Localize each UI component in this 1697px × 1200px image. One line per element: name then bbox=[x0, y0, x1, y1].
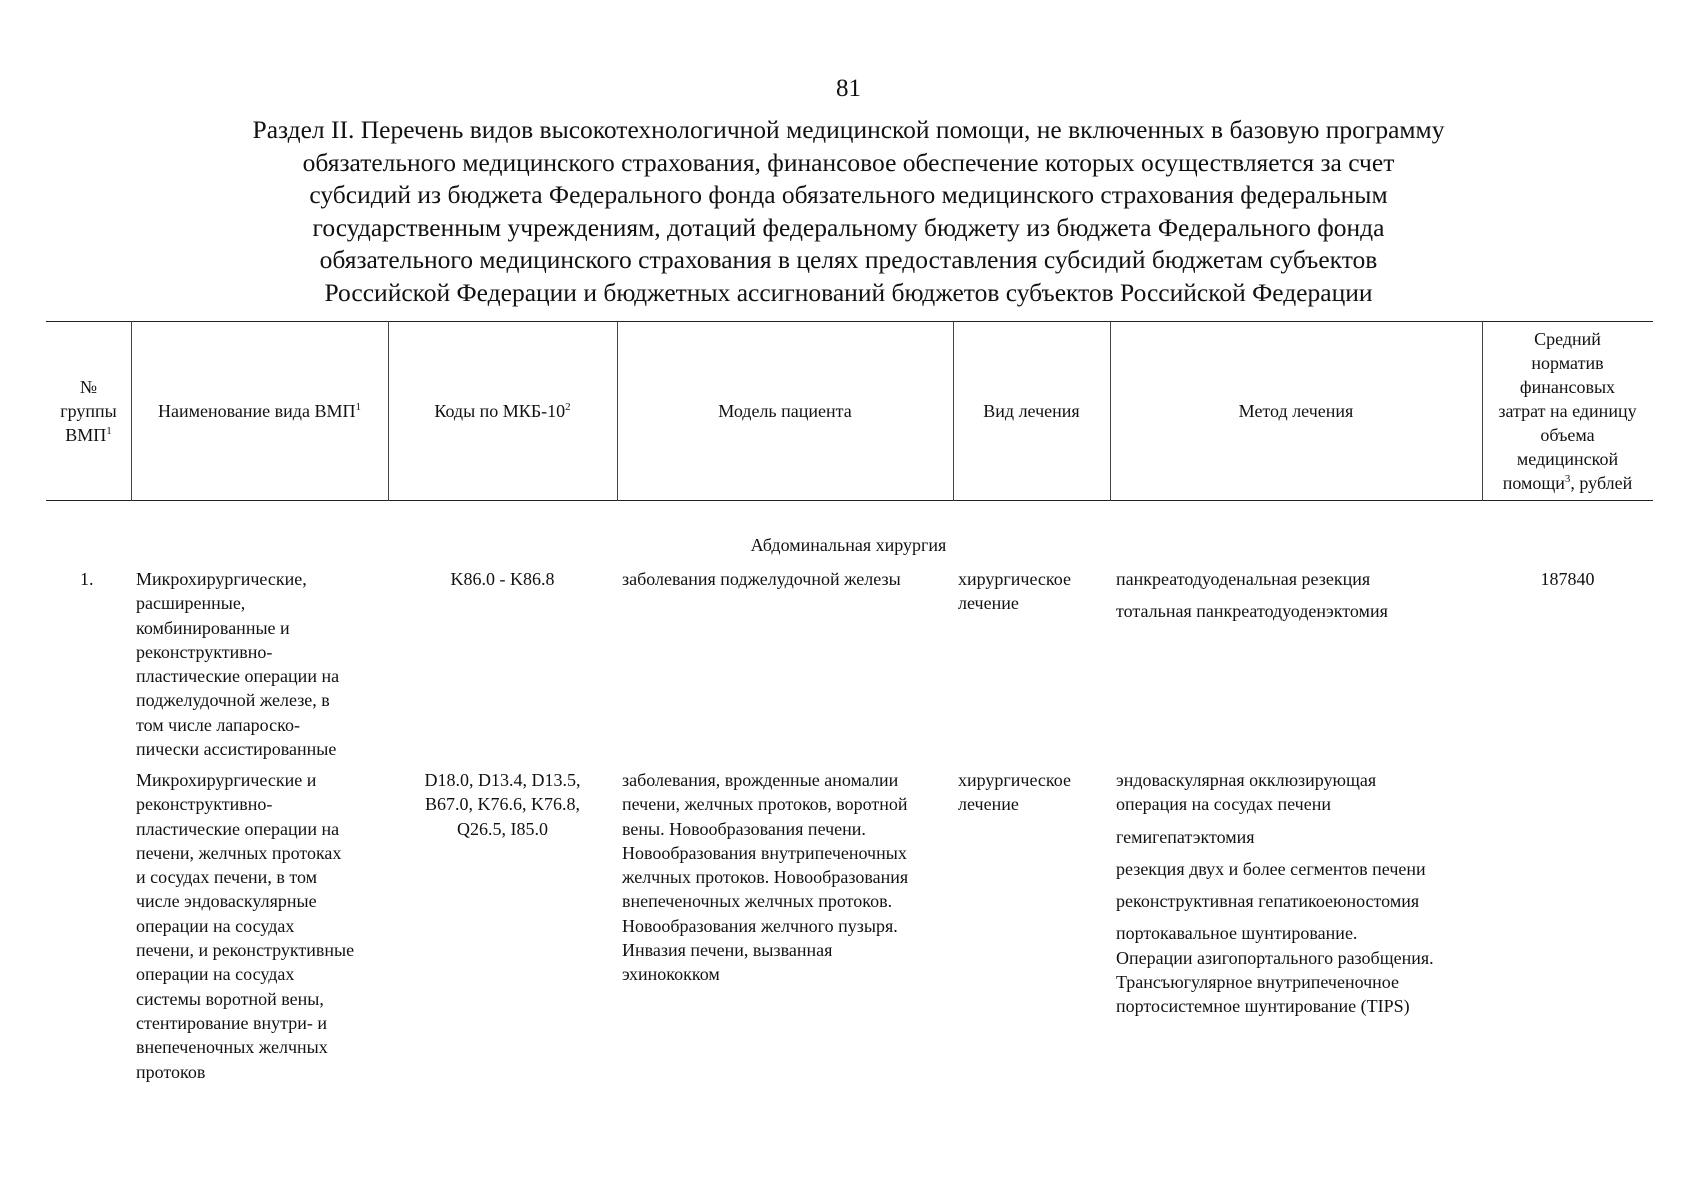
row-treatment-methods bbox=[1116, 768, 1480, 1019]
header-treatment-type: Вид лечения bbox=[983, 401, 1080, 421]
row-patient-model: заболевания, врожденные аномалии печени, желчных протоков, воротной вены. Новообразования печени. Новообразования внутрипеченочных желчных протоков. Новообразования внепеченочных желчных протоков. Новообразования желчного пузыря. Инвазия печени, вызванная эхинококком bbox=[622, 770, 909, 985]
row-vmp-name: Микрохирургические, расширенные, комбинированные и реконструктивно- пластические операции на поджелудочной железе, в том числе лапароско- пически ассистированные bbox=[136, 569, 340, 760]
header-vmp-name: Наименование вида ВМП$^1$ bbox=[158, 401, 361, 421]
row-treatment-methods bbox=[1116, 567, 1480, 624]
row-icd-codes: D18.0, D13.4, D13.5, B67.0, K76.6, K76.8, Q26.5, I85.0 bbox=[424, 770, 581, 839]
header-patient-model: Модель пациента bbox=[718, 401, 852, 421]
title-line: Раздел II. Перечень видов высокотехнологичной медицинской помощи, не включенных в базовую программу bbox=[252, 115, 1445, 144]
section-title: Абдоминальная хирургия bbox=[750, 535, 947, 555]
header-group-number: № группы ВМП$^1$ bbox=[60, 377, 117, 445]
header-average-cost: Средний норматив финансовых затрат на единицу объема медицинской помощи$^3$, рублей bbox=[1498, 329, 1637, 493]
page-title bbox=[150, 114, 1547, 309]
treatment-method: панкреатодуоденальная резекция bbox=[1116, 569, 1371, 589]
title-line: субсидий из бюджета Федерального фонда обязательного медицинского страхования федеральным bbox=[309, 180, 1388, 209]
row-vmp-name: Микрохирургические и реконструктивно- пластические операции на печени, желчных протоках и сосудах печени, в том числе эндоваскулярные операции на сосудах печени, и реконструктивные операции на сосудах системы воротной вены, стентирование внутри- и внепеченочных желчных протоков bbox=[136, 770, 355, 1082]
row-average-cost: 187840 bbox=[1540, 569, 1595, 589]
row-treatment-type: хирургическое лечение bbox=[958, 770, 1071, 815]
treatment-method: эндоваскулярная окклюзирующая операция на сосудах печени bbox=[1116, 770, 1377, 815]
title-line: обязательного медицинского страхования в целях предоставления субсидий бюджетам субъектов bbox=[319, 245, 1378, 274]
treatment-method: резекция двух и более сегментов печени bbox=[1116, 858, 1426, 879]
treatment-method: портокавальное шунтирование. Операции азигопортального разобщения. Трансъюгулярное внутрипеченочное портосистемное шунтирование (TIPS) bbox=[1116, 923, 1434, 1017]
header-icd-codes: Коды по МКБ-$10^2$ bbox=[434, 401, 571, 421]
page-number: 81 bbox=[836, 75, 861, 102]
row-number: 1. bbox=[80, 569, 94, 589]
title-line: государственным учреждениям, дотаций федеральному бюджету из бюджета Федерального фонда bbox=[312, 212, 1385, 242]
treatment-method: гемигепатэктомия bbox=[1116, 826, 1255, 847]
header-treatment-method: Метод лечения bbox=[1238, 401, 1354, 421]
row-treatment-type: хирургическое лечение bbox=[958, 569, 1071, 614]
treatment-method: тотальная панкреатодуоденэктомия bbox=[1116, 601, 1388, 622]
row-patient-model: заболевания поджелудочной железы bbox=[622, 569, 901, 589]
title-line: Российской Федерации и бюджетных ассигнований бюджетов субъектов Российской Федерации bbox=[324, 277, 1373, 307]
row-icd-codes: K86.0 - K86.8 bbox=[450, 569, 555, 589]
title-line: обязательного медицинского страхования, финансовое обеспечение которых осуществляется за счет bbox=[302, 147, 1395, 177]
treatment-method: реконструктивная гепатикоеюностомия bbox=[1116, 891, 1420, 912]
